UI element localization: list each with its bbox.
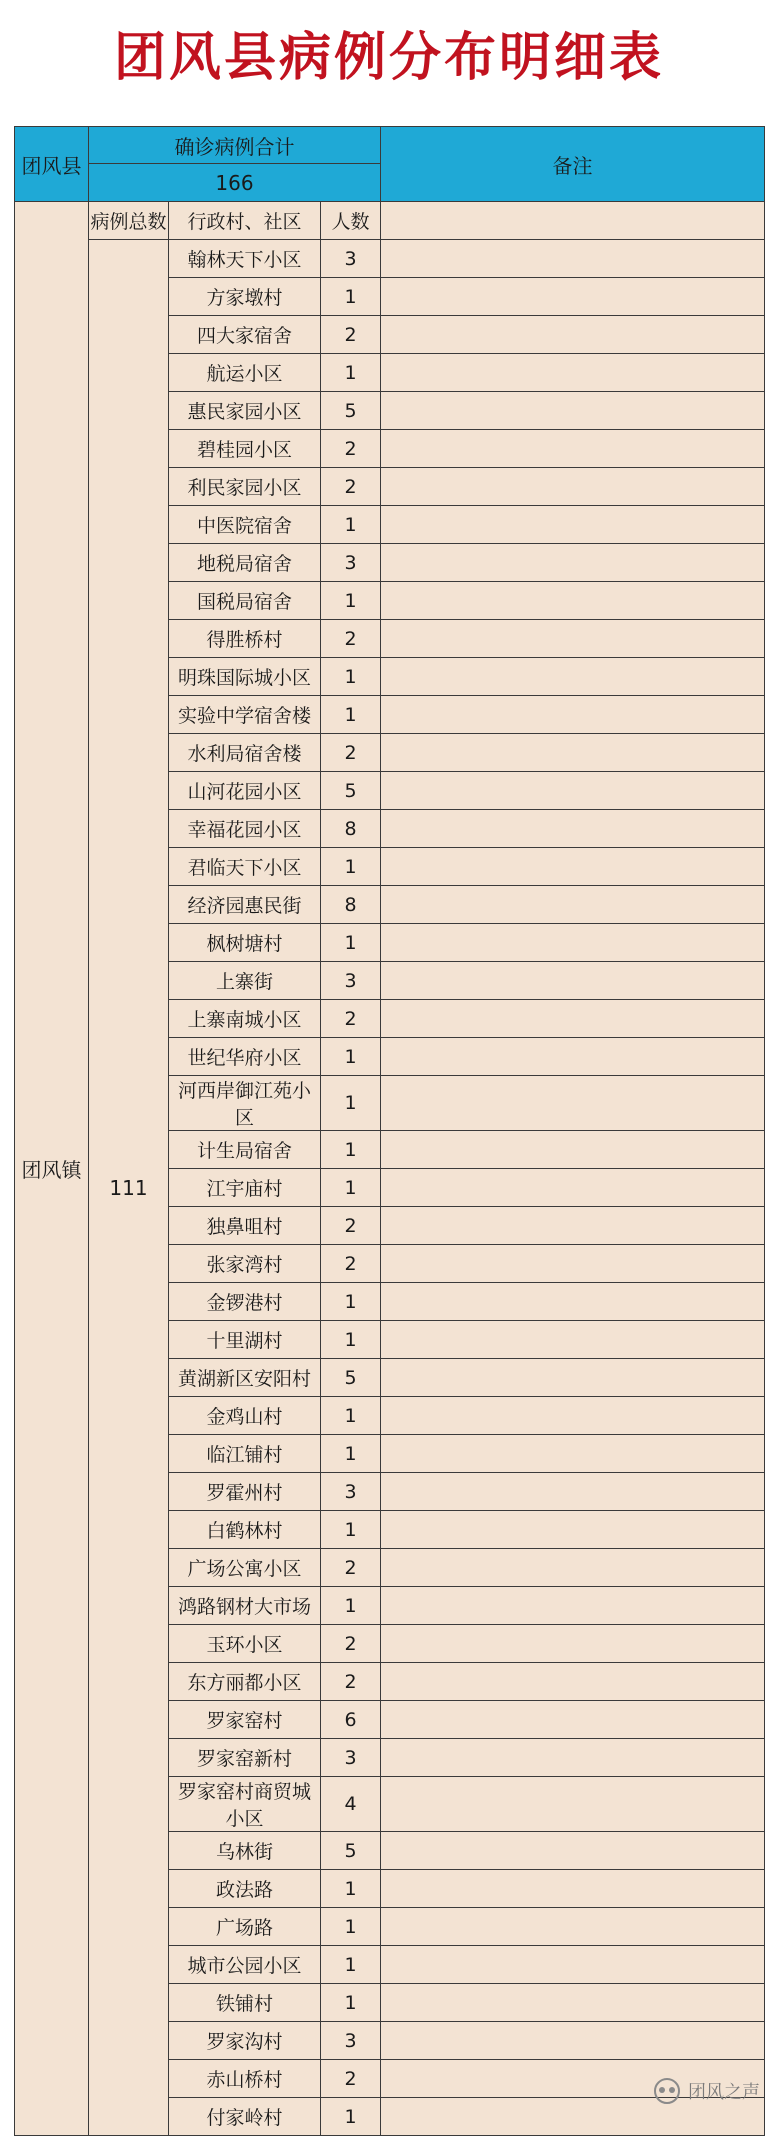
village-cell: 乌林街 [169,1832,321,1870]
case-distribution-table [14,126,765,2136]
count-cell: 1 [321,1321,381,1359]
village-cell: 枫树塘村 [169,924,321,962]
count-cell: 6 [321,1701,381,1739]
table-row [15,240,765,278]
remarks-cell [381,1625,765,1663]
count-cell: 3 [321,962,381,1000]
remarks-header: 备注 [381,127,765,202]
village-cell: 罗家沟村 [169,2022,321,2060]
remarks-cell [381,658,765,696]
count-cell: 1 [321,1283,381,1321]
confirmed-label-header: 确诊病例合计 [89,127,381,164]
village-cell: 城市公园小区 [169,1946,321,1984]
count-cell: 2 [321,1207,381,1245]
remarks-cell [381,392,765,430]
remarks-cell [381,1245,765,1283]
remarks-cell [381,810,765,848]
count-cell: 2 [321,1245,381,1283]
village-cell: 利民家园小区 [169,468,321,506]
village-cell: 四大家宿舍 [169,316,321,354]
count-cell: 2 [321,620,381,658]
remarks-cell [381,848,765,886]
village-cell: 罗家窑新村 [169,1739,321,1777]
remarks-cell [381,1549,765,1587]
village-cell: 张家湾村 [169,1245,321,1283]
village-cell: 地税局宿舍 [169,544,321,582]
remarks-cell [381,430,765,468]
remarks-cell [381,202,765,240]
village-cell: 鸿路钢材大市场 [169,1587,321,1625]
village-cell: 幸福花园小区 [169,810,321,848]
village-cell: 政法路 [169,1870,321,1908]
village-cell: 罗家窑村商贸城小区 [169,1777,321,1832]
remarks-cell [381,354,765,392]
village-cell: 玉环小区 [169,1625,321,1663]
count-cell: 1 [321,1984,381,2022]
count-cell: 1 [321,696,381,734]
remarks-cell [381,1663,765,1701]
wechat-icon [654,2078,680,2104]
remarks-cell [381,1777,765,1832]
count-cell: 1 [321,1908,381,1946]
case-table-container [14,126,764,2136]
remarks-cell [381,1283,765,1321]
village-cell: 江宇庙村 [169,1169,321,1207]
village-cell: 水利局宿舍楼 [169,734,321,772]
village-cell: 上寨街 [169,962,321,1000]
count-cell: 2 [321,1625,381,1663]
village-cell: 航运小区 [169,354,321,392]
count-cell: 3 [321,2022,381,2060]
count-cell: 2 [321,1549,381,1587]
village-cell: 方家墩村 [169,278,321,316]
village-cell: 世纪华府小区 [169,1038,321,1076]
village-cell: 国税局宿舍 [169,582,321,620]
count-cell: 1 [321,848,381,886]
confirmed-total-value: 166 [89,164,381,202]
watermark [654,2078,760,2104]
header-row-1 [15,127,765,164]
count-cell: 5 [321,772,381,810]
remarks-cell [381,1473,765,1511]
count-cell: 1 [321,354,381,392]
village-cell: 广场公寓小区 [169,1549,321,1587]
count-cell: 2 [321,1663,381,1701]
village-cell: 经济园惠民街 [169,886,321,924]
remarks-cell [381,1207,765,1245]
count-cell: 2 [321,430,381,468]
count-cell: 1 [321,582,381,620]
county-header: 团风县 [15,127,89,202]
page-title: 团风县病例分布明细表 [113,28,664,88]
count-cell: 1 [321,1131,381,1169]
village-cell: 明珠国际城小区 [169,658,321,696]
remarks-cell [381,696,765,734]
count-cell: 1 [321,1870,381,1908]
village-cell: 十里湖村 [169,1321,321,1359]
village-cell: 金鸡山村 [169,1397,321,1435]
remarks-cell [381,734,765,772]
remarks-cell [381,886,765,924]
village-cell: 君临天下小区 [169,848,321,886]
village-cell: 罗家窑村 [169,1701,321,1739]
remarks-cell [381,468,765,506]
village-cell: 铁铺村 [169,1984,321,2022]
count-cell: 3 [321,544,381,582]
remarks-cell [381,1000,765,1038]
total-column-header: 病例总数 [89,202,169,240]
village-cell: 付家岭村 [169,2098,321,2136]
count-cell: 4 [321,1777,381,1832]
remarks-cell [381,772,765,810]
watermark-text: 团风之声 [688,2082,760,2103]
remarks-cell [381,1511,765,1549]
remarks-cell [381,924,765,962]
village-cell: 惠民家园小区 [169,392,321,430]
count-cell: 2 [321,316,381,354]
remarks-cell [381,1946,765,1984]
village-cell: 上寨南城小区 [169,1000,321,1038]
remarks-cell [381,544,765,582]
count-cell: 2 [321,2060,381,2098]
remarks-cell [381,1870,765,1908]
remarks-cell [381,1131,765,1169]
village-cell: 广场路 [169,1908,321,1946]
village-cell: 金锣港村 [169,1283,321,1321]
remarks-cell [381,316,765,354]
village-cell: 赤山桥村 [169,2060,321,2098]
count-cell: 1 [321,1511,381,1549]
village-cell: 翰林天下小区 [169,240,321,278]
village-cell: 得胜桥村 [169,620,321,658]
remarks-cell [381,278,765,316]
count-cell: 5 [321,392,381,430]
count-cell: 2 [321,1000,381,1038]
remarks-cell [381,1984,765,2022]
remarks-cell [381,2022,765,2060]
village-cell: 罗霍州村 [169,1473,321,1511]
count-cell: 2 [321,468,381,506]
village-cell: 河西岸御江苑小区 [169,1076,321,1131]
count-cell: 8 [321,886,381,924]
remarks-cell [381,1587,765,1625]
remarks-cell [381,1321,765,1359]
count-cell: 1 [321,658,381,696]
remarks-cell [381,1038,765,1076]
remarks-cell [381,506,765,544]
remarks-cell [381,1832,765,1870]
count-cell: 8 [321,810,381,848]
remarks-cell [381,1397,765,1435]
remarks-cell [381,582,765,620]
village-cell: 中医院宿舍 [169,506,321,544]
count-cell: 1 [321,1435,381,1473]
remarks-cell [381,1701,765,1739]
remarks-cell [381,1739,765,1777]
village-cell: 计生局宿舍 [169,1131,321,1169]
count-cell: 1 [321,1038,381,1076]
town-total-cell: 111 [89,240,169,2136]
remarks-cell [381,240,765,278]
village-cell: 东方丽都小区 [169,1663,321,1701]
count-cell: 1 [321,1169,381,1207]
column-header-row [15,202,765,240]
count-cell: 3 [321,240,381,278]
count-cell: 1 [321,506,381,544]
remarks-cell [381,1435,765,1473]
village-cell: 黄湖新区安阳村 [169,1359,321,1397]
remarks-cell [381,1076,765,1131]
remarks-cell [381,1169,765,1207]
count-cell: 1 [321,278,381,316]
count-column-header: 人数 [321,202,381,240]
village-column-header: 行政村、社区 [169,202,321,240]
count-cell: 1 [321,1397,381,1435]
village-cell: 临江铺村 [169,1435,321,1473]
village-cell: 独鼻咀村 [169,1207,321,1245]
remarks-cell [381,1908,765,1946]
count-cell: 3 [321,1473,381,1511]
remarks-cell [381,962,765,1000]
remarks-cell [381,1359,765,1397]
village-cell: 白鹤林村 [169,1511,321,1549]
count-cell: 5 [321,1832,381,1870]
count-cell: 2 [321,734,381,772]
count-cell: 1 [321,924,381,962]
count-cell: 1 [321,1587,381,1625]
village-cell: 实验中学宿舍楼 [169,696,321,734]
remarks-cell [381,620,765,658]
village-cell: 山河花园小区 [169,772,321,810]
count-cell: 1 [321,1946,381,1984]
town-name-cell: 团风镇 [15,202,89,2136]
village-cell: 碧桂园小区 [169,430,321,468]
count-cell: 5 [321,1359,381,1397]
count-cell: 1 [321,1076,381,1131]
count-cell: 1 [321,2098,381,2136]
count-cell: 3 [321,1739,381,1777]
